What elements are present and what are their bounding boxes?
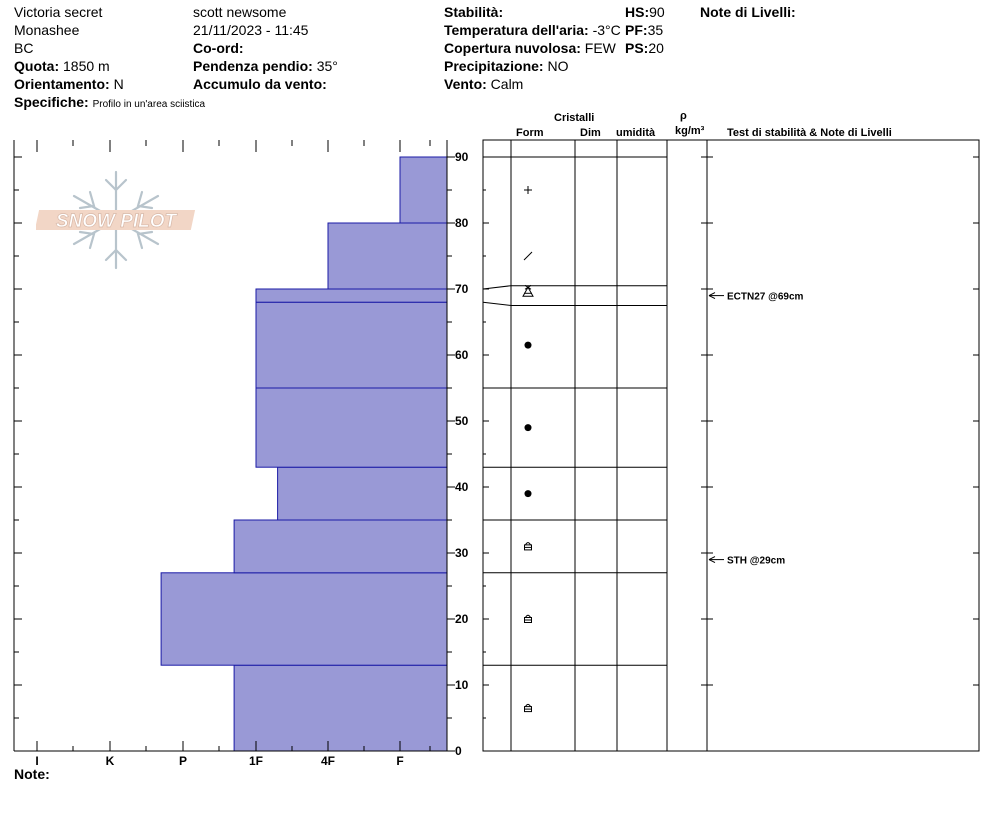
range-name: Monashee bbox=[14, 22, 80, 38]
hardness-label-3: 1F bbox=[248, 754, 264, 768]
datetime: 21/11/2023 - 11:45 bbox=[193, 22, 309, 38]
grain-symbol-melt-freeze-4 bbox=[525, 424, 532, 431]
hardness-label-5: F bbox=[396, 754, 404, 768]
note-label: Note: bbox=[14, 766, 50, 782]
rho-header: ρ bbox=[680, 110, 687, 122]
height-label-50: 50 bbox=[455, 414, 469, 428]
observer: scott newsome bbox=[193, 4, 287, 20]
air-temp-label: Temperatura dell'aria: bbox=[444, 22, 589, 38]
grain-symbol-surface-hoar-6 bbox=[523, 285, 533, 296]
hs-value: 90 bbox=[649, 4, 665, 20]
grain-symbol-melt-freeze-3 bbox=[525, 490, 532, 497]
dim-header: Dim bbox=[580, 127, 601, 139]
hardness-bar-5 bbox=[256, 302, 447, 388]
stability-label: Stabilità: bbox=[444, 4, 504, 20]
layer-notes-label: Note di Livelli: bbox=[700, 4, 796, 20]
dot bbox=[525, 424, 532, 431]
pf-label: PF: bbox=[625, 22, 648, 38]
hardness-label-0: I bbox=[35, 754, 39, 768]
aspect-value: N bbox=[113, 76, 124, 92]
logo-text: SNOW PILOT bbox=[55, 211, 177, 232]
cloud-label: Copertura nuvolosa: bbox=[444, 40, 581, 56]
hardness-bar-1 bbox=[161, 573, 447, 665]
density-unit: kg/m³ bbox=[675, 125, 705, 137]
height-label-40: 40 bbox=[455, 480, 469, 494]
height-label-0: 0 bbox=[455, 744, 462, 758]
moisture-header: umidità bbox=[616, 127, 656, 139]
wind-label: Vento: bbox=[444, 76, 487, 92]
specifics-label: Specifiche: bbox=[14, 94, 89, 110]
dot bbox=[525, 342, 532, 349]
grain-symbol-rounding-facet-2 bbox=[525, 543, 532, 550]
hardness-bar-8 bbox=[400, 157, 447, 223]
precip-label: Precipitazione: bbox=[444, 58, 544, 74]
region-name: BC bbox=[14, 40, 34, 56]
test-label-1: STH @29cm bbox=[727, 555, 786, 567]
grain-symbol-melt-freeze-5 bbox=[525, 342, 532, 349]
precip-value: NO bbox=[547, 58, 569, 74]
tests-header: Test di stabilità & Note di Livelli bbox=[727, 127, 892, 139]
hoar-tri bbox=[523, 287, 533, 296]
hardness-bar-6 bbox=[256, 289, 447, 302]
hardness-bar-3 bbox=[278, 467, 447, 520]
test-label-0: ECTN27 @69cm bbox=[727, 291, 804, 303]
cloud-value: FEW bbox=[584, 40, 616, 56]
grain-symbol-decomposing-7 bbox=[524, 252, 532, 260]
specifics-value: Profilo in un'area sciistica bbox=[92, 99, 206, 110]
height-label-70: 70 bbox=[455, 282, 469, 296]
height-label-60: 60 bbox=[455, 348, 469, 362]
dot bbox=[525, 490, 532, 497]
pf-value: 35 bbox=[647, 22, 664, 38]
grain-symbol-rounding-facet-1 bbox=[525, 615, 532, 622]
ps-value: 20 bbox=[648, 40, 664, 56]
slash bbox=[524, 252, 532, 260]
crystals-header: Cristalli bbox=[554, 112, 595, 124]
site-name: Victoria secret bbox=[14, 4, 103, 20]
grain-symbol-new-snow-8 bbox=[524, 186, 532, 194]
hardness-bar-2 bbox=[234, 520, 447, 573]
hardness-bar-0 bbox=[234, 665, 447, 751]
hs-label: HS: bbox=[625, 4, 650, 20]
hardness-bar-4 bbox=[256, 388, 447, 467]
height-label-10: 10 bbox=[455, 678, 469, 692]
hardness-label-1: K bbox=[105, 754, 115, 768]
aspect-label: Orientamento: bbox=[14, 76, 110, 92]
elevation-value: 1850 m bbox=[63, 58, 110, 74]
height-label-30: 30 bbox=[455, 546, 469, 560]
crystal-table-frame bbox=[483, 140, 979, 751]
slope-value: 35° bbox=[316, 58, 338, 74]
hardness-label-4: 4F bbox=[320, 754, 336, 768]
hardness-label-2: P bbox=[178, 754, 188, 768]
elevation-label: Quota: bbox=[14, 58, 60, 74]
form-header: Form bbox=[516, 127, 544, 139]
air-temp-value: -3°C bbox=[592, 22, 621, 38]
table-connector-5 bbox=[483, 302, 511, 305]
height-label-90: 90 bbox=[455, 150, 469, 164]
height-label-20: 20 bbox=[455, 612, 469, 626]
grain-symbol-rounding-facet-0 bbox=[525, 704, 532, 711]
slope-label: Pendenza pendio: bbox=[193, 58, 313, 74]
wind-value: Calm bbox=[490, 76, 524, 92]
hardness-bar-7 bbox=[328, 223, 447, 289]
height-label-80: 80 bbox=[455, 216, 469, 230]
ps-label: PS: bbox=[625, 40, 649, 56]
coord-label: Co-ord: bbox=[193, 40, 244, 56]
wind-load-label: Accumulo da vento: bbox=[193, 76, 327, 92]
